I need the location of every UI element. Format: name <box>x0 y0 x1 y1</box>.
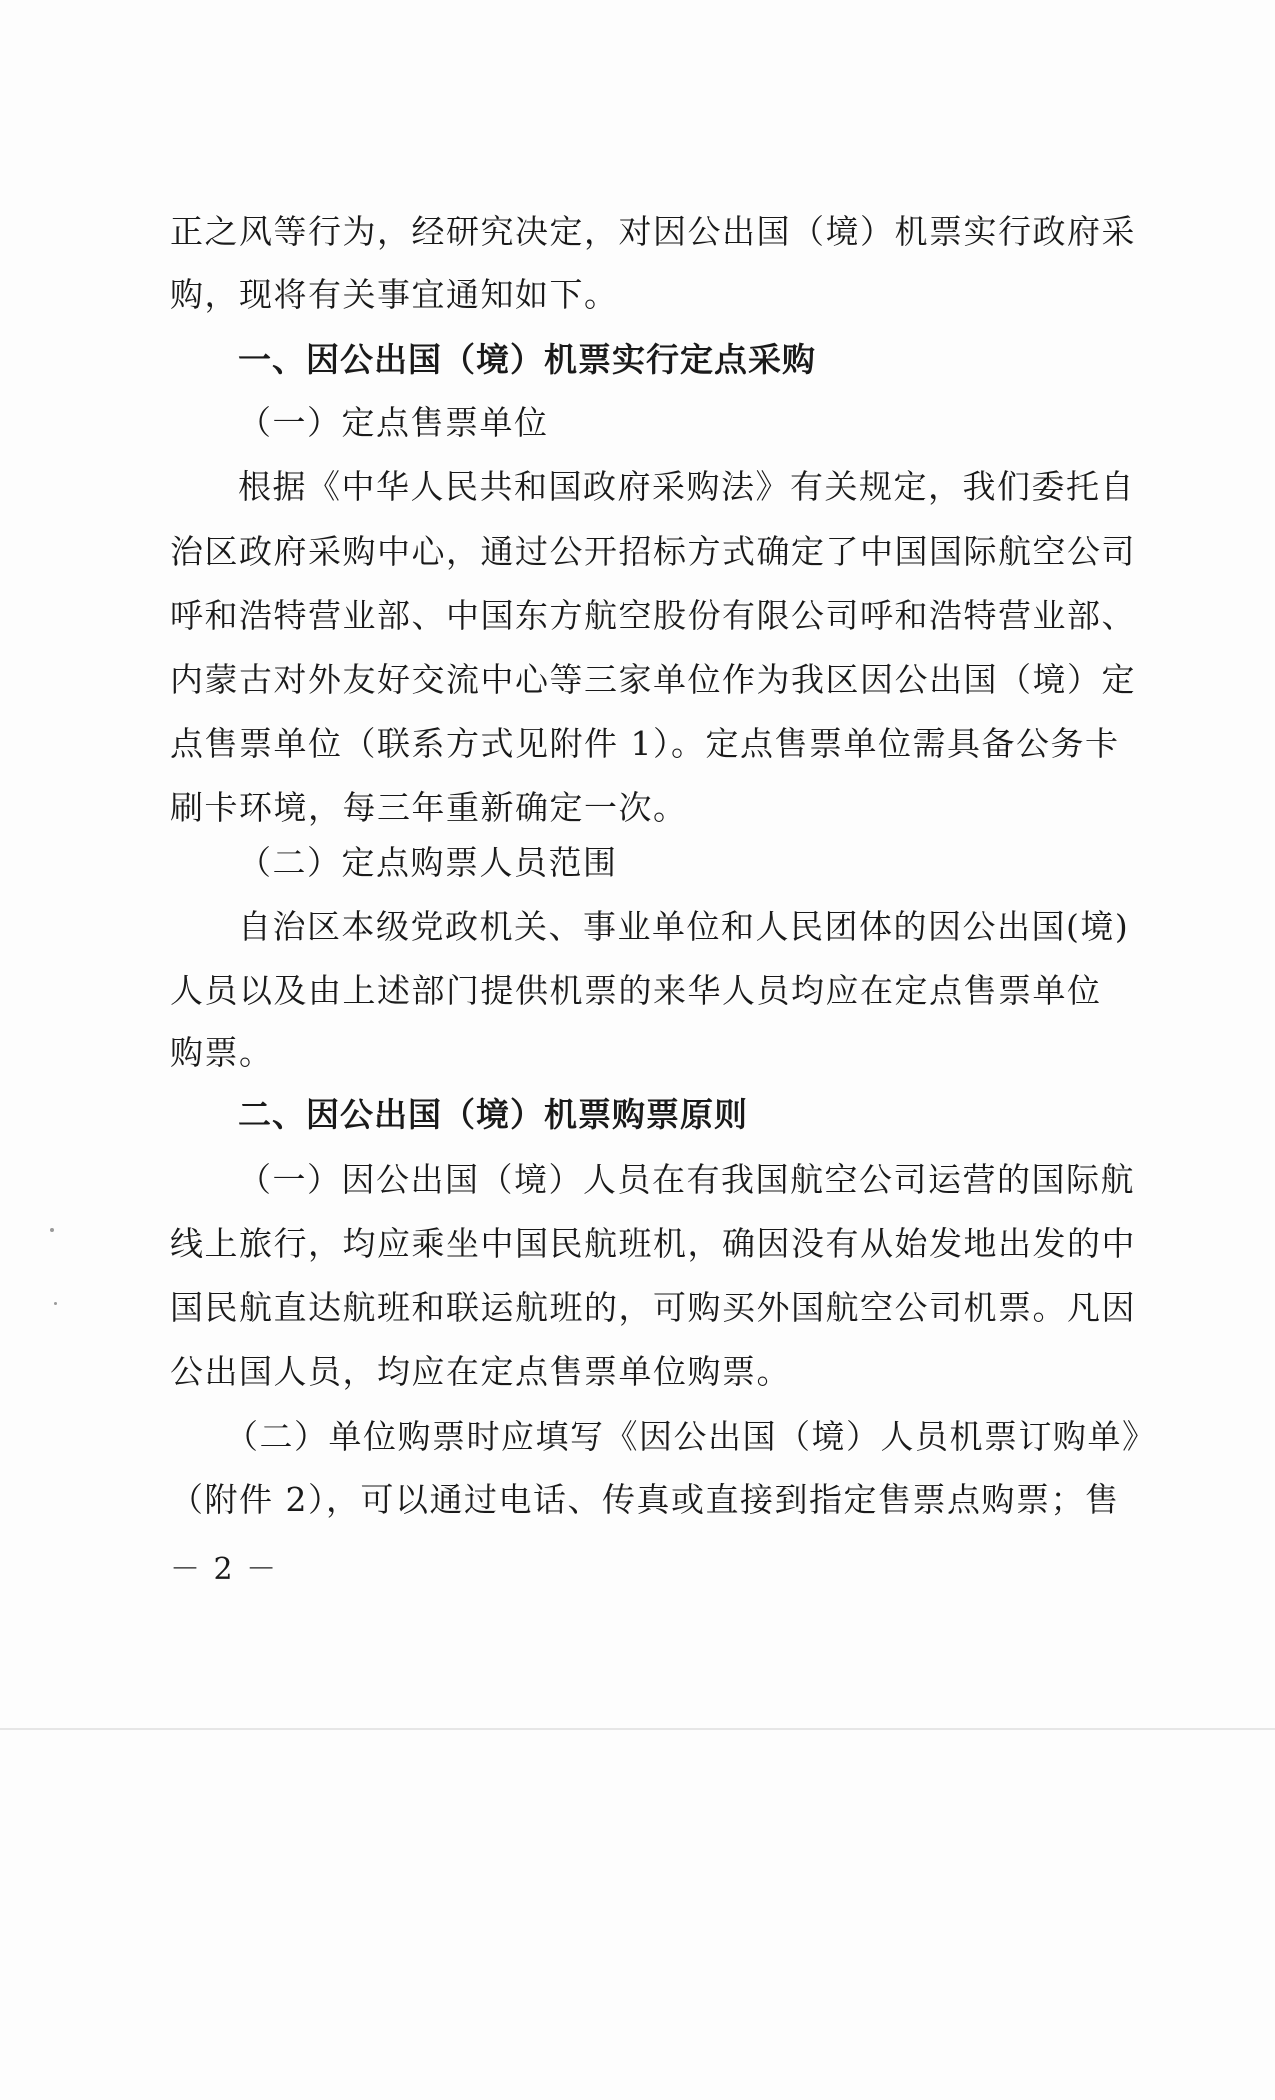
paragraph-line-20: （二）单位购票时应填写《因公出国（境）人员机票订购单》 <box>225 1417 1157 1456</box>
subsection-heading-1-1: （一）定点售票单位 <box>238 403 549 442</box>
paragraph-line-14: 购票。 <box>170 1033 274 1072</box>
paragraph-line-6: 治区政府采购中心，通过公开招标方式确定了中国国际航空公司 <box>170 532 1136 571</box>
paragraph-line-13: 人员以及由上述部门提供机票的来华人员均应在定点售票单位 <box>170 971 1102 1010</box>
paragraph-line-16: （一）因公出国（境）人员在有我国航空公司运营的国际航 <box>238 1160 1135 1199</box>
section-heading-2: 二、因公出国（境）机票购票原则 <box>238 1095 748 1134</box>
scan-speck <box>54 1302 57 1305</box>
paragraph-line-8: 内蒙古对外友好交流中心等三家单位作为我区因公出国（境）定 <box>170 660 1136 699</box>
paragraph-line-17: 线上旅行，均应乘坐中国民航班机，确因没有从始发地出发的中 <box>170 1224 1136 1263</box>
paragraph-line-10: 刷卡环境，每三年重新确定一次。 <box>170 788 688 827</box>
page-number: － 2 － <box>170 1552 279 1587</box>
paragraph-line-2: 购，现将有关事宜通知如下。 <box>170 275 619 314</box>
paragraph-line-18: 国民航直达航班和联运航班的，可购买外国航空公司机票。凡因 <box>170 1288 1136 1327</box>
paragraph-line-21: （附件 2），可以通过电话、传真或直接到指定售票点购票；售 <box>170 1480 1120 1519</box>
scan-page-edge <box>0 1728 1275 1730</box>
paragraph-line-12: 自治区本级党政机关、事业单位和人民团体的因公出国(境) <box>238 907 1130 946</box>
paragraph-line-5: 根据《中华人民共和国政府采购法》有关规定，我们委托自 <box>238 467 1135 506</box>
paragraph-line-19: 公出国人员，均应在定点售票单位购票。 <box>170 1352 791 1391</box>
scan-speck <box>50 1228 54 1232</box>
subsection-heading-1-2: （二）定点购票人员范围 <box>238 843 618 882</box>
paragraph-line-7: 呼和浩特营业部、中国东方航空股份有限公司呼和浩特营业部、 <box>170 596 1136 635</box>
paragraph-line-1: 正之风等行为，经研究决定，对因公出国（境）机票实行政府采 <box>170 212 1136 251</box>
section-heading-1: 一、因公出国（境）机票实行定点采购 <box>238 340 816 379</box>
paragraph-line-9: 点售票单位（联系方式见附件 1）。定点售票单位需具备公务卡 <box>170 724 1120 763</box>
